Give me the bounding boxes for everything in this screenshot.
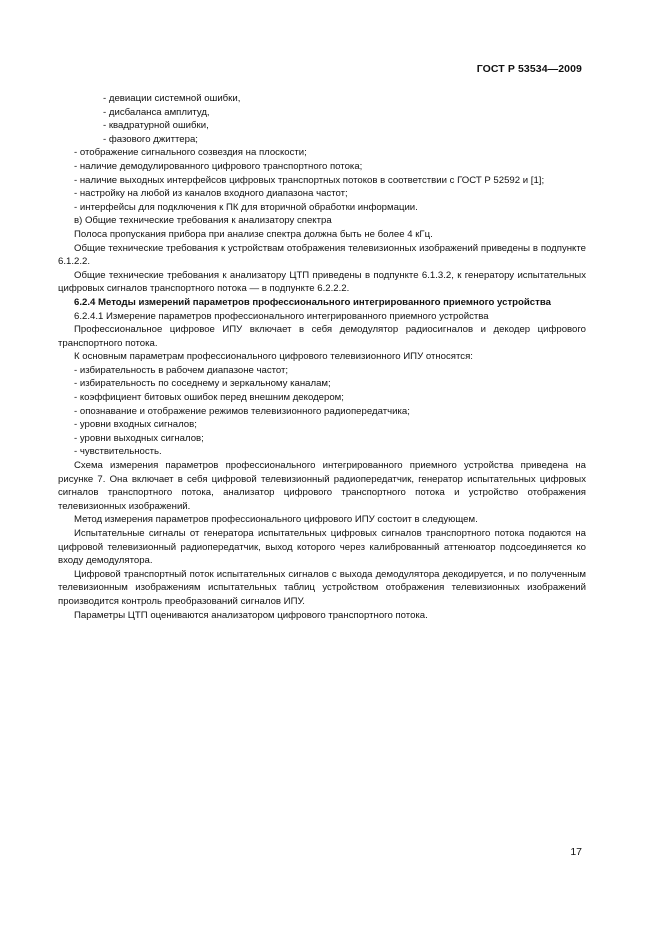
list-item: - девиации системной ошибки, xyxy=(103,93,241,104)
list-item: - фазового джиттера; xyxy=(103,133,198,145)
page-number: 17 xyxy=(570,846,582,858)
section-heading: 6.2.4 Методы измерений параметров профессионального интегрированного приемного устройства xyxy=(74,296,551,308)
list-item: - отображение сигнального созвездия на плоскости; xyxy=(74,147,307,159)
list-item: - наличие демодулированного цифрового транспортного потока; xyxy=(74,160,363,172)
list-item: - интерфейсы для подключения к ПК для вторичной обработки информации. xyxy=(74,201,418,213)
paragraph: Профессиональное цифровое ИПУ включает в себя демодулятор радиосигналов и декодер цифрового транспортного потока. xyxy=(58,324,586,349)
document-body xyxy=(58,92,586,622)
paragraph: Цифровой транспортный поток испытательных сигналов с выхода демодулятора декодируется, и по полученным телевизионным изображениям испытательных таблиц устройством отображения телевизионных изображений производится контроль преобразований сигналов ИПУ. xyxy=(58,568,586,607)
list-item: - избирательность в рабочем диапазоне частот; xyxy=(74,364,289,376)
list-item: - опознавание и отображение режимов телевизионного радиопередатчика; xyxy=(74,405,410,417)
list-item: - квадратурной ошибки, xyxy=(103,120,209,132)
paragraph: Общие технические требования к анализатору ЦТП приведены в подпункте 6.1.3.2, к генератору испытательных цифровых сигналов транспортного потока — в подпункте 6.2.2.2. xyxy=(58,269,586,295)
document-code: ГОСТ Р 53534—2009 xyxy=(476,63,582,75)
paragraph: К основным параметрам профессионального цифрового телевизионного ИПУ относятся: xyxy=(74,351,473,363)
list-item: - коэффициент битовых ошибок перед внешним декодером; xyxy=(74,392,344,404)
list-item: - уровни выходных сигналов; xyxy=(74,432,204,444)
paragraph: Общие технические требования к устройствам отображения телевизионных изображений приведены в подпункте 6.1.2.2. xyxy=(58,242,586,268)
list-item: - избирательность по соседнему и зеркальному каналам; xyxy=(74,378,331,390)
list-item: - уровни входных сигналов; xyxy=(74,419,197,431)
paragraph: Испытательные сигналы от генератора испытательных цифровых сигналов транспортного потока подаются на цифровой телевизионный радиопередатчик, выход которого через калиброванный аттенюатор подсоединяется ко входу демодулятора. xyxy=(58,528,586,567)
paragraph: Полоса пропускания прибора при анализе спектра должна быть не более 4 кГц. xyxy=(74,228,433,240)
paragraph: в) Общие технические требования к анализатору спектра xyxy=(74,215,332,227)
list-item: - настройку на любой из каналов входного диапазона частот; xyxy=(74,188,348,200)
list-item: - наличие выходных интерфейсов цифровых транспортных потоков в соответствии с ГОСТ Р 52592 и [1]; xyxy=(74,174,545,186)
paragraph: 6.2.4.1 Измерение параметров профессионального интегрированного приемного устройства xyxy=(74,310,489,322)
paragraph: Схема измерения параметров профессионального интегрированного приемного устройства приведена на рисунке 7. Она включает в себя цифровой телевизионный радиопередатчик, генератор испытательных цифровых сигналов транспортного потока, анализатор цифрового транспортного потока и устройство отображения телевизионных изображений. xyxy=(58,460,586,512)
paragraph: Метод измерения параметров профессионального цифрового ИПУ состоит в следующем. xyxy=(74,514,478,526)
paragraph: Параметры ЦТП оцениваются анализатором цифрового транспортного потока. xyxy=(74,609,428,621)
list-item: - дисбаланса амплитуд, xyxy=(103,106,210,118)
list-item: - чувствительность. xyxy=(74,446,162,458)
